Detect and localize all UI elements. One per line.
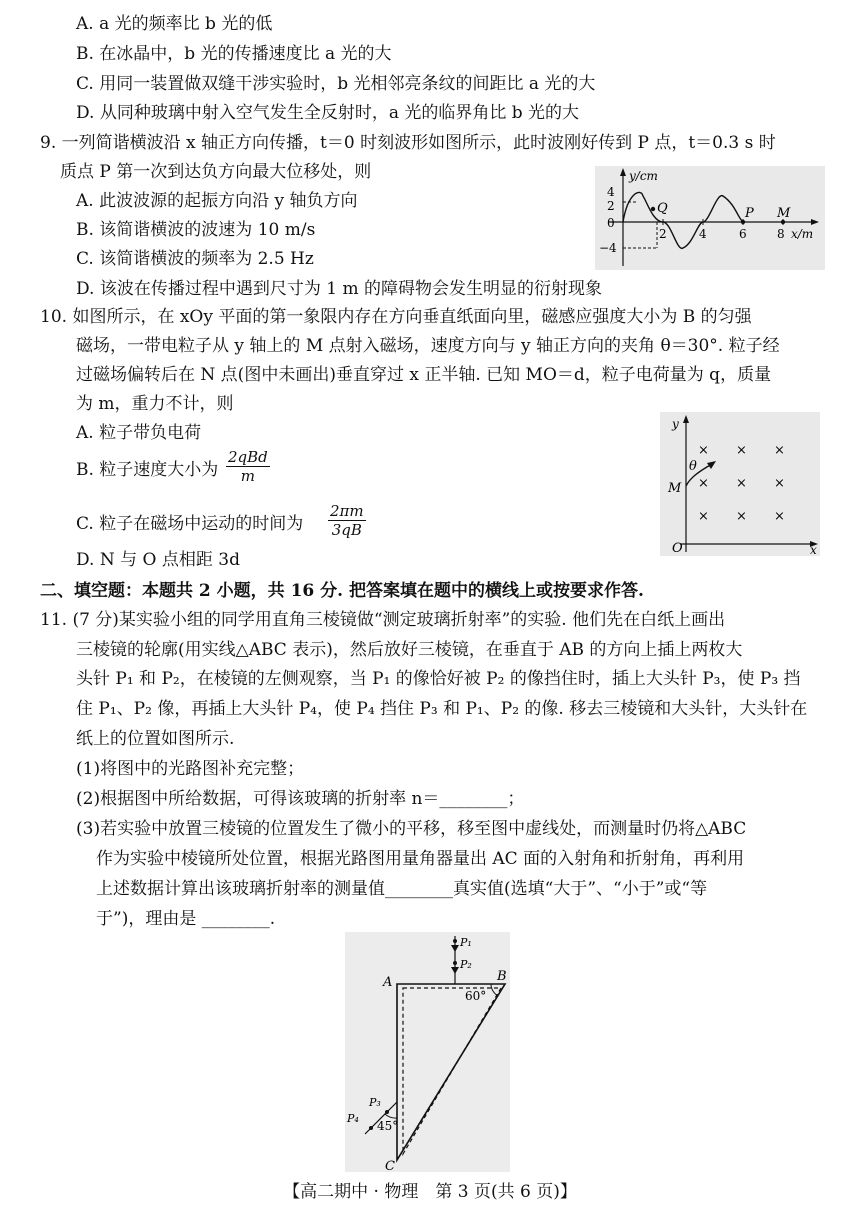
q10-stem-line1: 10. 如图所示，在 xOy 平面的第一象限内存在方向垂直纸面向里，磁感应强度大小为 B 的匀强 — [40, 307, 752, 327]
prism-vertex-a: A — [383, 975, 393, 990]
field-point-m-label: M — [668, 481, 682, 496]
q11-stem-line1: 11. (7 分)某实验小组的同学用直角三棱镜做“测定玻璃折射率”的实验. 他们先在白纸上画出 — [40, 610, 726, 630]
wave-graph — [595, 166, 825, 270]
q10-stem-line4: 为 m，重力不计，则 — [76, 394, 234, 414]
q11-stem-line4: 住 P₁、P₂ 像，再插上大头针 P₄，使 P₄ 挡住 P₃ 和 P₁、P₂ 的像. 移去三棱镜和大头针，大头针在 — [76, 699, 808, 719]
q11-subquestion-3-line4: 于”)，理由是 ________. — [96, 909, 276, 929]
prism-pin-p4: P₄ — [347, 1112, 359, 1125]
wave-y-axis-label: y/cm — [629, 169, 658, 183]
wave-point-p: P — [745, 206, 754, 221]
q10-option-b: B. 粒子速度大小为 — [76, 460, 219, 480]
field-mark-r1c3: × — [774, 443, 785, 458]
prism-pin-p3: P₃ — [369, 1096, 381, 1109]
wave-x-tick-2: 2 — [659, 227, 667, 241]
prism-pin-p1: P₁ — [460, 936, 472, 949]
wave-y-tick-0: 0 — [607, 216, 615, 230]
q9-option-b: B. 该简谐横波的波速为 10 m/s — [76, 220, 316, 240]
field-angle-label: θ — [689, 459, 697, 474]
q11-subquestion-3-line1: (3)若实验中放置三棱镜的位置发生了微小的平移，移至图中虚线处，而测量时仍将△ABC — [76, 819, 747, 839]
q8-option-d: D. 从同种玻璃中射入空气发生全反射时，a 光的临界角比 b 光的大 — [76, 103, 580, 123]
field-y-label: y — [672, 417, 679, 431]
field-mark-r3c1: × — [698, 509, 709, 524]
q10-stem-line3: 过磁场偏转后在 N 点(图中未画出)垂直穿过 x 正半轴. 已知 MO＝d，粒子电荷量为 q，质量 — [76, 365, 772, 385]
field-origin-label: O — [672, 541, 683, 556]
q11-stem-line3: 头针 P₁ 和 P₂，在棱镜的左侧观察，当 P₁ 的像恰好被 P₂ 的像挡住时，插上大头针 P₃，使 P₃ 挡 — [76, 669, 801, 689]
q9-stem-line1: 9. 一列简谐横波沿 x 轴正方向传播，t＝0 时刻波形如图所示，此时波刚好传到 P 点，t＝0.3 s 时 — [40, 133, 776, 153]
q9-option-d: D. 该波在传播过程中遇到尺寸为 1 m 的障碍物会发生明显的衍射现象 — [76, 279, 602, 299]
q10-option-b-fraction — [226, 448, 270, 485]
prism-angle-60: 60° — [465, 989, 487, 1003]
wave-y-tick-neg4: −4 — [599, 241, 617, 255]
q10-option-d: D. N 与 O 点相距 3d — [76, 550, 240, 570]
q11-stem-line5: 纸上的位置如图所示. — [76, 729, 235, 749]
field-mark-r3c2: × — [736, 509, 747, 524]
wave-y-tick-2: 2 — [607, 199, 615, 213]
q10-option-b-denominator: m — [240, 467, 255, 485]
field-mark-r1c2: × — [736, 443, 747, 458]
field-mark-r2c1: × — [698, 476, 709, 491]
q10-stem-line2: 磁场，一带电粒子从 y 轴上的 M 点射入磁场，速度方向与 y 轴正方向的夹角 θ＝30°. 粒子经 — [76, 336, 780, 356]
q8-option-b: B. 在冰晶中，b 光的传播速度比 a 光的大 — [76, 44, 392, 64]
q10-option-c-denominator: 3qB — [331, 521, 362, 539]
q10-option-b-numerator: 2qBd — [228, 448, 268, 466]
wave-x-tick-6: 6 — [739, 227, 747, 241]
wave-point-m: M — [777, 206, 791, 221]
wave-point-q: Q — [657, 201, 668, 216]
prism-figure — [345, 932, 510, 1172]
prism-pin-p2: P₂ — [460, 958, 472, 971]
field-mark-r2c2: × — [736, 476, 747, 491]
q8-option-c: C. 用同一装置做双缝干涉实验时，b 光相邻亮条纹的间距比 a 光的大 — [76, 74, 596, 94]
q11-subquestion-3-line3: 上述数据计算出该玻璃折射率的测量值________真实值(选填“大于”、“小于”或“等 — [96, 879, 708, 899]
section-2-heading: 二、填空题：本题共 2 小题，共 16 分. 把答案填在题中的横线上或按要求作答. — [40, 581, 644, 601]
q11-subquestion-2: (2)根据图中所给数据，可得该玻璃的折射率 n＝________； — [76, 789, 525, 809]
wave-x-tick-8: 8 — [777, 227, 785, 241]
wave-x-axis-label: x/m — [791, 227, 814, 241]
prism-angle-45: 45° — [377, 1119, 399, 1133]
q8-option-a: A. a 光的频率比 b 光的低 — [76, 14, 273, 34]
field-x-label: x — [810, 543, 817, 556]
q10-option-c: C. 粒子在磁场中运动的时间为 — [76, 514, 304, 534]
q10-option-c-fraction — [328, 502, 366, 539]
q9-stem-line2: 质点 P 第一次到达负方向最大位移处，则 — [60, 162, 372, 182]
prism-vertex-b: B — [497, 969, 507, 984]
page-footer: 【高二期中 · 物理 第 3 页(共 6 页)】 — [283, 1182, 577, 1202]
q10-option-c-numerator: 2πm — [330, 502, 364, 520]
prism-vertex-c: C — [385, 1159, 395, 1172]
q9-option-a: A. 此波波源的起振方向沿 y 轴负方向 — [76, 191, 358, 211]
q11-stem-line2: 三棱镜的轮廓(用实线△ABC 表示)，然后放好三棱镜，在垂直于 AB 的方向上插上两枚大 — [76, 640, 743, 660]
q10-option-a: A. 粒子带负电荷 — [76, 423, 202, 443]
field-mark-r2c3: × — [774, 476, 785, 491]
wave-y-tick-4: 4 — [607, 185, 615, 199]
wave-x-tick-4: 4 — [699, 227, 707, 241]
field-mark-r3c3: × — [774, 509, 785, 524]
q11-subquestion-1: (1)将图中的光路图补充完整； — [76, 759, 305, 779]
q9-option-c: C. 该简谐横波的频率为 2.5 Hz — [76, 249, 314, 269]
magnetic-field-figure — [660, 412, 820, 556]
q11-subquestion-3-line2: 作为实验中棱镜所处位置，根据光路图用量角器量出 AC 面的入射角和折射角，再利用 — [96, 849, 745, 869]
field-mark-r1c1: × — [698, 443, 709, 458]
